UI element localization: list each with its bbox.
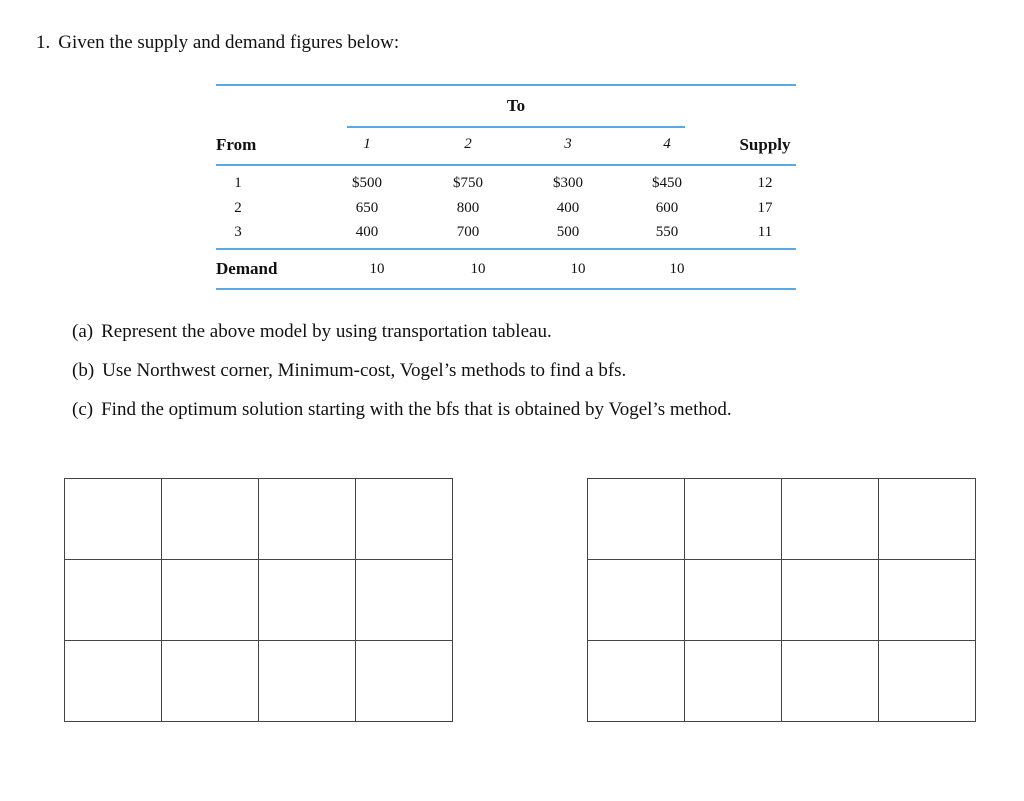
part-label: (b) xyxy=(72,360,95,381)
part-text: Use Northwest corner, Minimum-cost, Vogel’s methods to find a bfs. xyxy=(102,360,627,381)
cost-cell-1-3: $300 xyxy=(553,175,583,191)
destination-header-2: 2 xyxy=(464,136,472,152)
cost-cell-2-3: 400 xyxy=(556,200,580,216)
grid-cell[interactable] xyxy=(162,479,259,560)
question-parts xyxy=(72,318,732,435)
grid-cell[interactable] xyxy=(588,641,685,722)
source-label-1: 1 xyxy=(234,175,242,191)
grid-cell[interactable] xyxy=(879,560,976,641)
demand-cell-2: 10 xyxy=(470,261,486,277)
destination-header-rule xyxy=(347,126,685,128)
part-text: Find the optimum solution starting with the bfs that is obtained by Vogel’s method. xyxy=(101,399,732,420)
demand-cell-1: 10 xyxy=(369,261,385,277)
supply-cell-1: 12 xyxy=(757,175,773,191)
part-a xyxy=(72,318,732,357)
supply-header: Supply xyxy=(739,135,791,154)
grid-cell[interactable] xyxy=(685,479,782,560)
to-header: To xyxy=(506,96,526,115)
source-label-3: 3 xyxy=(234,224,242,240)
from-header: From xyxy=(216,135,257,154)
demand-cell-3: 10 xyxy=(570,261,586,277)
part-label: (c) xyxy=(72,399,94,420)
grid-cell[interactable] xyxy=(782,641,879,722)
destination-header-4: 4 xyxy=(663,136,671,152)
supply-cell-2: 17 xyxy=(757,200,773,216)
cost-cell-3-3: 500 xyxy=(556,224,580,240)
supply-cell-3: 11 xyxy=(757,224,773,240)
answer-grid-left xyxy=(64,478,453,722)
part-c xyxy=(72,396,732,435)
part-label: (a) xyxy=(72,321,94,342)
grid-cell[interactable] xyxy=(259,479,356,560)
grid-cell[interactable] xyxy=(162,560,259,641)
cost-cell-2-4: 600 xyxy=(655,200,679,216)
cost-cell-3-1: 400 xyxy=(355,224,379,240)
grid-cell[interactable] xyxy=(65,560,162,641)
question-heading xyxy=(36,32,399,54)
grid-cell[interactable] xyxy=(356,641,453,722)
cost-cell-1-1: $500 xyxy=(352,175,382,191)
question-text: Given the supply and demand figures below: xyxy=(58,32,400,53)
table-top-rule xyxy=(216,84,796,86)
grid-cell[interactable] xyxy=(356,479,453,560)
grid-cell[interactable] xyxy=(879,641,976,722)
grid-cell[interactable] xyxy=(782,479,879,560)
question-number: 1. xyxy=(36,32,51,53)
grid-cell[interactable] xyxy=(65,641,162,722)
table-header-rule xyxy=(216,164,796,166)
cost-cell-3-4: 550 xyxy=(655,224,679,240)
grid-cell[interactable] xyxy=(65,479,162,560)
grid-cell[interactable] xyxy=(588,560,685,641)
cost-cell-1-4: $450 xyxy=(652,175,682,191)
grid-cell[interactable] xyxy=(588,479,685,560)
grid-cell[interactable] xyxy=(879,479,976,560)
source-label-2: 2 xyxy=(234,200,242,216)
cost-cell-2-1: 650 xyxy=(355,200,379,216)
grid-cell[interactable] xyxy=(162,641,259,722)
part-b xyxy=(72,357,732,396)
cost-cell-2-2: 800 xyxy=(456,200,480,216)
supply-demand-table xyxy=(216,84,796,290)
answer-grid-right xyxy=(587,478,976,722)
grid-cell[interactable] xyxy=(782,560,879,641)
demand-rule xyxy=(216,248,796,250)
grid-cell[interactable] xyxy=(356,560,453,641)
grid-cell[interactable] xyxy=(259,560,356,641)
cost-cell-3-2: 700 xyxy=(456,224,480,240)
demand-header: Demand xyxy=(216,259,278,278)
grid-cell[interactable] xyxy=(685,641,782,722)
cost-cell-1-2: $750 xyxy=(453,175,483,191)
destination-header-1: 1 xyxy=(363,136,371,152)
table-bottom-rule xyxy=(216,288,796,290)
destination-header-3: 3 xyxy=(564,136,572,152)
grid-cell[interactable] xyxy=(259,641,356,722)
grid-cell[interactable] xyxy=(685,560,782,641)
part-text: Represent the above model by using transportation tableau. xyxy=(101,321,552,342)
demand-cell-4: 10 xyxy=(669,261,685,277)
